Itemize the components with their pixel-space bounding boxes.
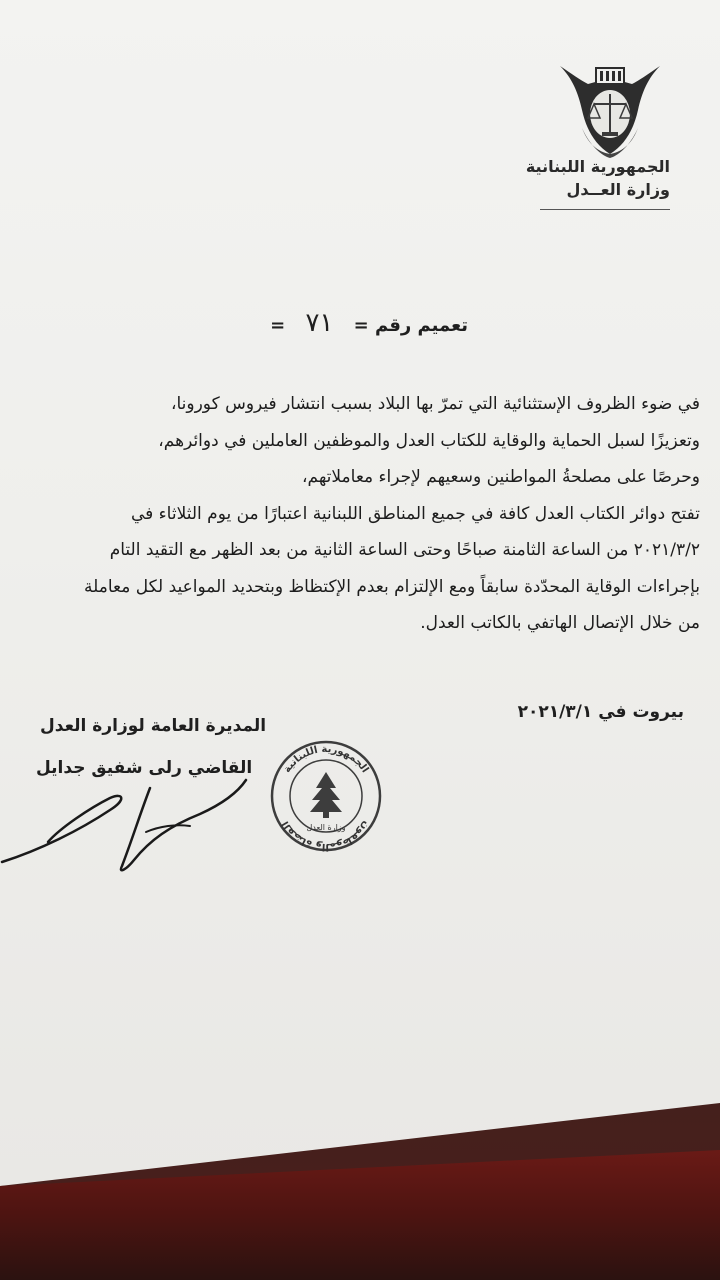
circular-label: تعميم رقم = <box>353 315 468 336</box>
signatory-title: المديرة العامة لوزارة العدل <box>40 716 267 736</box>
signatory-name: القاضي رلى شفيق جدايل <box>36 758 253 778</box>
body-line: وحرصًا على مصلحةُ المواطنين وسعيهم لإجراء معاملاتهم، <box>302 467 700 487</box>
circular-heading <box>270 308 468 338</box>
header-republic: الجمهورية اللبنانية <box>525 157 670 176</box>
circular-body <box>14 386 700 642</box>
circular-suffix: = <box>270 315 286 336</box>
svg-text:وزارة العدل: وزارة العدل <box>306 823 346 832</box>
official-seal-icon <box>268 738 384 854</box>
header-ministry: وزارة العــدل <box>566 180 670 199</box>
ministry-emblem-icon <box>552 58 668 162</box>
body-line: ٢٠٢١/٣/٢ من الساعة الثامنة صباحًا وحتى الساعة الثانية من بعد الظهر مع التقيد التام <box>109 540 700 560</box>
body-line: وتعزيزًا لسبل الحماية والوقاية للكتاب العدل والموظفين العاملين في دوائرهم، <box>158 430 700 451</box>
body-line: من خلال الإتصال الهاتفي بالكاتب العدل. <box>420 613 700 633</box>
svg-text:القضاة والموظفون: القضاة والموظفون <box>280 819 372 853</box>
circular-number: ٧١ <box>305 308 334 338</box>
body-line: بإجراءات الوقاية المحدّدة سابقاً ومع الإلتزام بعدم الإكتظاظ وبتحديد المواعيد لكل معاملة <box>84 576 700 597</box>
header-divider <box>540 209 670 210</box>
svg-text:الجمهورية اللبنانية: الجمهورية اللبنانية <box>281 743 371 775</box>
issue-date: بيروت في ٢٠٢١/٣/١ <box>517 702 684 722</box>
handwritten-signature-icon <box>0 770 260 880</box>
body-line: تفتح دوائر الكتاب العدل كافة في جميع المناطق اللبنانية اعتبارًا من يوم الثلاثاء في <box>130 503 700 524</box>
body-line: في ضوء الظروف الإستثنائية التي تمرّ بها البلاد بسبب انتشار فيروس كورونا، <box>170 394 700 414</box>
